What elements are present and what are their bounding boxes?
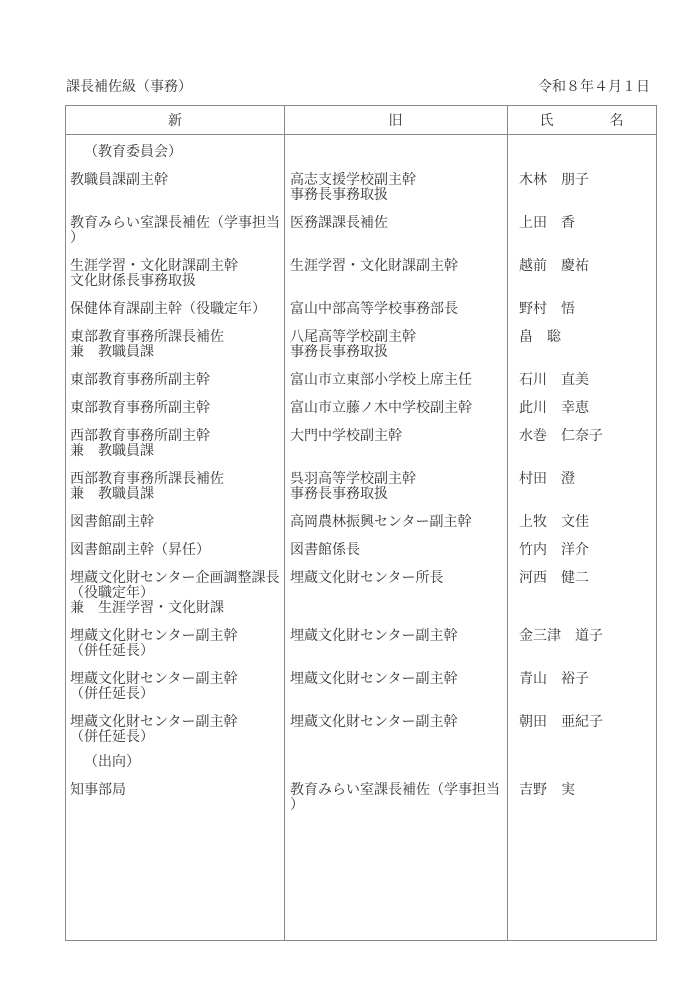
new-position-line: ） — [70, 231, 84, 246]
new-position-line: （併任延長） — [70, 687, 154, 702]
new-position-line: （役職定年） — [70, 586, 154, 601]
person-name: 吉野 実 — [519, 783, 575, 798]
old-position-cell — [284, 530, 507, 558]
name-cell — [507, 289, 656, 317]
old-position-line: 埋蔵文化財センター副主幹 — [290, 715, 458, 730]
table-row — [66, 135, 656, 160]
new-position-line: 東部教育事務所副主幹 — [70, 401, 210, 416]
new-position-cell — [66, 416, 284, 459]
name-cell — [507, 317, 656, 360]
new-position-line: 埋蔵文化財センター副主幹 — [70, 629, 238, 644]
old-position-line: 呉羽高等学校副主幹 — [290, 472, 416, 487]
old-position-cell — [284, 745, 507, 770]
name-cell — [507, 160, 656, 203]
new-position-line: 生涯学習・文化財課副主幹 — [70, 259, 238, 274]
name-cell — [507, 702, 656, 745]
old-position-line: 富山市立東部小学校上席主任 — [290, 373, 472, 388]
person-name: 村田 澄 — [519, 472, 575, 487]
table-row — [66, 246, 656, 289]
old-position-cell — [284, 360, 507, 388]
column-header-name: 氏 名 — [539, 114, 624, 129]
old-position-line: 富山中部高等学校事務部長 — [290, 302, 458, 317]
new-position-line: 兼 生涯学習・文化財課 — [70, 601, 224, 616]
old-position-cell — [284, 160, 507, 203]
new-position-cell — [66, 160, 284, 203]
old-position-line: 富山市立藤ノ木中学校副主幹 — [290, 401, 472, 416]
old-position-cell — [284, 317, 507, 360]
new-position-cell — [66, 317, 284, 360]
new-position-line: 保健体育課副主幹（役職定年） — [70, 302, 266, 317]
old-position-cell — [284, 246, 507, 289]
old-position-line: 高岡農林振興センター副主幹 — [290, 515, 472, 530]
person-name: 上田 香 — [519, 216, 575, 231]
table-row — [66, 360, 656, 388]
column-header-new: 新 — [168, 114, 182, 129]
new-position-line: 教育みらい室課長補佐（学事担当 — [70, 216, 280, 231]
table-row — [66, 702, 656, 745]
old-position-cell — [284, 459, 507, 502]
old-position-line: 医務課課長補佐 — [290, 216, 388, 231]
new-position-cell — [66, 388, 284, 416]
person-name: 朝田 亜紀子 — [519, 715, 603, 730]
table-row — [66, 530, 656, 558]
new-position-line: 埋蔵文化財センター企画調整課長 — [70, 571, 280, 586]
old-position-cell — [284, 558, 507, 616]
name-cell — [507, 558, 656, 616]
old-position-cell — [284, 502, 507, 530]
person-name: 竹内 洋介 — [519, 543, 589, 558]
new-position-line: 東部教育事務所副主幹 — [70, 373, 210, 388]
old-position-cell — [284, 659, 507, 702]
new-position-cell — [66, 616, 284, 659]
person-name: 木林 朋子 — [519, 173, 589, 188]
old-position-cell — [284, 770, 507, 813]
new-position-line: 教職員課副主幹 — [70, 173, 168, 188]
section-label: （出向） — [84, 755, 140, 770]
new-position-line: （併任延長） — [70, 644, 154, 659]
table-row — [66, 317, 656, 360]
name-cell — [507, 659, 656, 702]
new-position-cell — [66, 745, 284, 770]
old-position-line: 事務長事務取扱 — [290, 487, 388, 502]
new-position-line: 知事部局 — [70, 783, 126, 798]
new-position-cell — [66, 659, 284, 702]
section-label: （教育委員会） — [84, 145, 182, 160]
old-position-line: 埋蔵文化財センター所長 — [290, 571, 444, 586]
old-position-cell — [284, 616, 507, 659]
new-position-line: 図書館副主幹 — [70, 515, 154, 530]
old-position-line: 埋蔵文化財センター副主幹 — [290, 672, 458, 687]
new-position-cell — [66, 246, 284, 289]
new-position-line: 兼 教職員課 — [70, 487, 154, 502]
person-name: 青山 裕子 — [519, 672, 589, 687]
new-position-line: 埋蔵文化財センター副主幹 — [70, 715, 238, 730]
old-position-cell — [284, 416, 507, 459]
table-body — [66, 135, 656, 813]
name-cell — [507, 135, 656, 160]
table-column-divider — [507, 106, 508, 940]
table-row — [66, 502, 656, 530]
new-position-line: （併任延長） — [70, 730, 154, 745]
page-title: 課長補佐級（事務） — [66, 80, 192, 95]
table-row — [66, 203, 656, 246]
name-cell — [507, 770, 656, 813]
old-position-cell — [284, 289, 507, 317]
table-column-divider — [284, 106, 285, 940]
new-position-line: 文化財係長事務取扱 — [70, 274, 196, 289]
table-row — [66, 659, 656, 702]
old-position-cell — [284, 388, 507, 416]
table-row — [66, 616, 656, 659]
old-position-line: 事務長事務取扱 — [290, 345, 388, 360]
table-row — [66, 745, 656, 770]
new-position-line: 西部教育事務所課長補佐 — [70, 472, 224, 487]
old-position-line: 埋蔵文化財センター副主幹 — [290, 629, 458, 644]
new-position-cell — [66, 289, 284, 317]
table-row — [66, 416, 656, 459]
new-position-cell — [66, 702, 284, 745]
old-position-line: 図書館係長 — [290, 543, 360, 558]
name-cell — [507, 502, 656, 530]
new-position-cell — [66, 502, 284, 530]
new-position-line: 兼 教職員課 — [70, 345, 154, 360]
name-cell — [507, 388, 656, 416]
person-name: 野村 悟 — [519, 302, 575, 317]
name-cell — [507, 416, 656, 459]
old-position-cell — [284, 135, 507, 160]
new-position-cell — [66, 770, 284, 813]
person-name: 此川 幸恵 — [519, 401, 589, 416]
person-name: 河西 健二 — [519, 571, 589, 586]
name-cell — [507, 530, 656, 558]
person-name: 畠 聡 — [519, 330, 561, 345]
old-position-line: 教育みらい室課長補佐（学事担当 — [290, 783, 500, 798]
old-position-line: 高志支援学校副主幹 — [290, 173, 416, 188]
new-position-line: 西部教育事務所副主幹 — [70, 429, 210, 444]
person-name: 上牧 文佳 — [519, 515, 589, 530]
old-position-line: ） — [290, 798, 304, 813]
table-row — [66, 770, 656, 813]
old-position-line: 大門中学校副主幹 — [290, 429, 402, 444]
new-position-line: 東部教育事務所課長補佐 — [70, 330, 224, 345]
old-position-line: 八尾高等学校副主幹 — [290, 330, 416, 345]
new-position-cell — [66, 135, 284, 160]
name-cell — [507, 246, 656, 289]
name-cell — [507, 203, 656, 246]
personnel-table — [65, 105, 657, 941]
table-row — [66, 388, 656, 416]
person-name: 石川 直美 — [519, 373, 589, 388]
person-name: 越前 慶祐 — [519, 259, 589, 274]
old-position-cell — [284, 702, 507, 745]
table-row — [66, 459, 656, 502]
name-cell — [507, 459, 656, 502]
new-position-line: 兼 教職員課 — [70, 444, 154, 459]
table-row — [66, 558, 656, 616]
name-cell — [507, 360, 656, 388]
name-cell — [507, 616, 656, 659]
old-position-cell — [284, 203, 507, 246]
table-row — [66, 160, 656, 203]
old-position-line: 事務長事務取扱 — [290, 188, 388, 203]
new-position-line: 図書館副主幹（昇任） — [70, 543, 210, 558]
new-position-cell — [66, 360, 284, 388]
column-header-old: 旧 — [388, 114, 403, 129]
document-date: 令和８年４月１日 — [538, 80, 650, 95]
name-cell — [507, 745, 656, 770]
new-position-cell — [66, 459, 284, 502]
person-name: 金三津 道子 — [519, 629, 603, 644]
person-name: 水巻 仁奈子 — [519, 429, 603, 444]
new-position-cell — [66, 558, 284, 616]
new-position-cell — [66, 530, 284, 558]
table-header-row — [66, 106, 656, 135]
new-position-line: 埋蔵文化財センター副主幹 — [70, 672, 238, 687]
table-row — [66, 289, 656, 317]
new-position-cell — [66, 203, 284, 246]
old-position-line: 生涯学習・文化財課副主幹 — [290, 259, 458, 274]
